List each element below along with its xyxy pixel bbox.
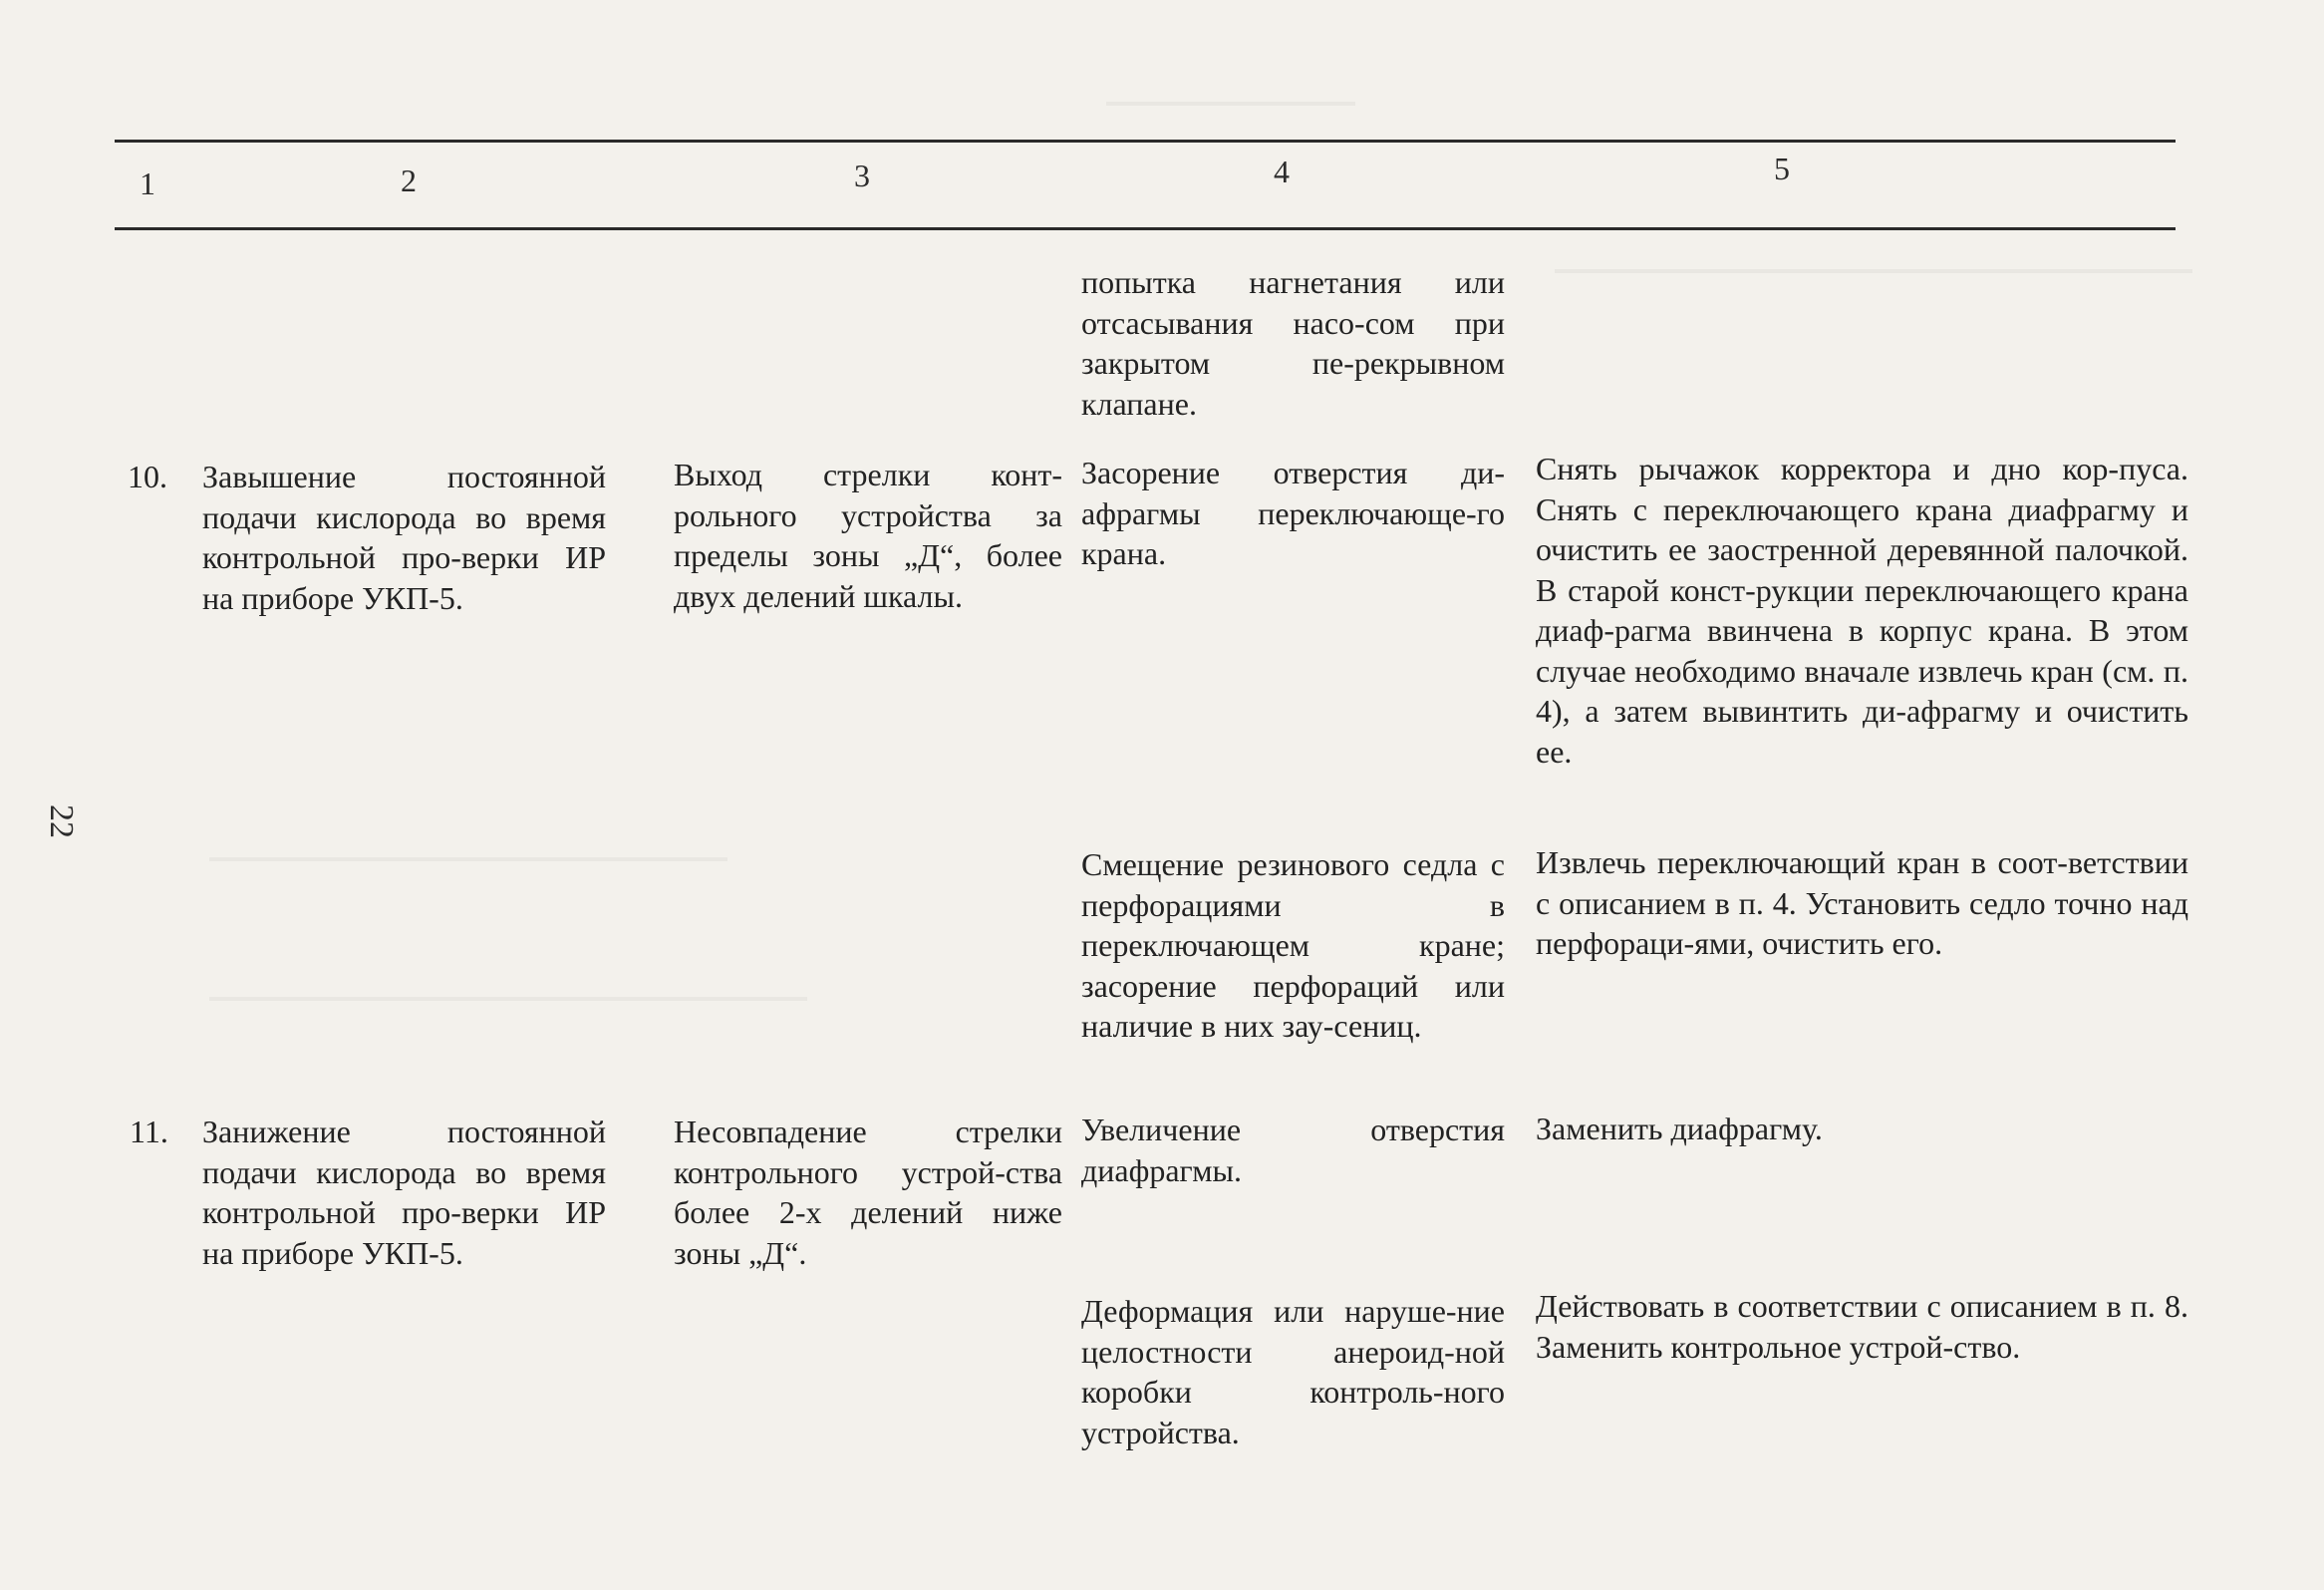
column-number-2: 2 [401,162,417,198]
row-number: 11. [130,1113,168,1149]
column-number-3: 3 [854,158,870,193]
column-number-5: 5 [1774,151,1790,186]
cause-description: Смещение резинового седла с перфорациями в переключающем кране; засорение перфораций или наличие в них зау-сениц. [1081,846,1505,1044]
column-number-1: 1 [140,165,155,201]
remedy-description: Извлечь переключающий кран в соот-ветствии с описанием в п. 4. Установить седло точно над перфораци-ями, очистить его. [1536,844,2188,961]
continued-cause: попытка нагнетания или отсасывания насо-сом при закрытом пе-рекрывном клапане. [1081,264,1505,422]
symptom-description: Выход стрелки конт-рольного устройства за пределы зоны „Д“, более двух делений шкалы. [674,457,1062,614]
symptom-description: Несовпадение стрелки контрольного устрой-ства более 2-х делений ниже зоны „Д“. [674,1113,1062,1271]
fault-description: Завышение постоянной подачи кислорода во время контрольной про-верки ИР на приборе УКП-5. [202,459,606,616]
cause-description: Увеличение отверстия диафрагмы. [1081,1112,1505,1188]
show-through-mark [209,857,727,861]
row-number: 10. [128,459,167,494]
show-through-mark [1555,269,2192,273]
fault-description: Занижение постоянной подачи кислорода во время контрольной про-верки ИР на приборе УКП-5. [202,1113,606,1271]
remedy-description: Снять рычажок корректора и дно кор-пуса. Снять с переключающего крана диафрагму и очистить ее заостренной деревянной палочкой. В старой конст-рукции переключающего крана диаф-рагма ввинчена в корпус крана. В этом случае необходимо вначале извлечь кран (см. п. 4), а затем вывинтить ди-афрагму и очистить ее. [1536,451,2188,770]
show-through-mark [1106,102,1355,106]
page-number: 22 [43,804,80,838]
remedy-description: Заменить диафрагму. [1536,1111,1823,1146]
show-through-mark [209,997,807,1001]
column-number-4: 4 [1274,154,1290,189]
header-bottom-rule [115,227,2176,230]
cause-description: Деформация или наруше-ние целостности анероид-ной коробки контроль-ного устройства. [1081,1293,1505,1450]
remedy-description: Действовать в соответствии с описанием в п. 8. Заменить контрольное устрой-ство. [1536,1288,2188,1365]
header-top-rule [115,140,2176,143]
cause-description: Засорение отверстия ди-афрагмы переключающе-го крана. [1081,455,1505,571]
